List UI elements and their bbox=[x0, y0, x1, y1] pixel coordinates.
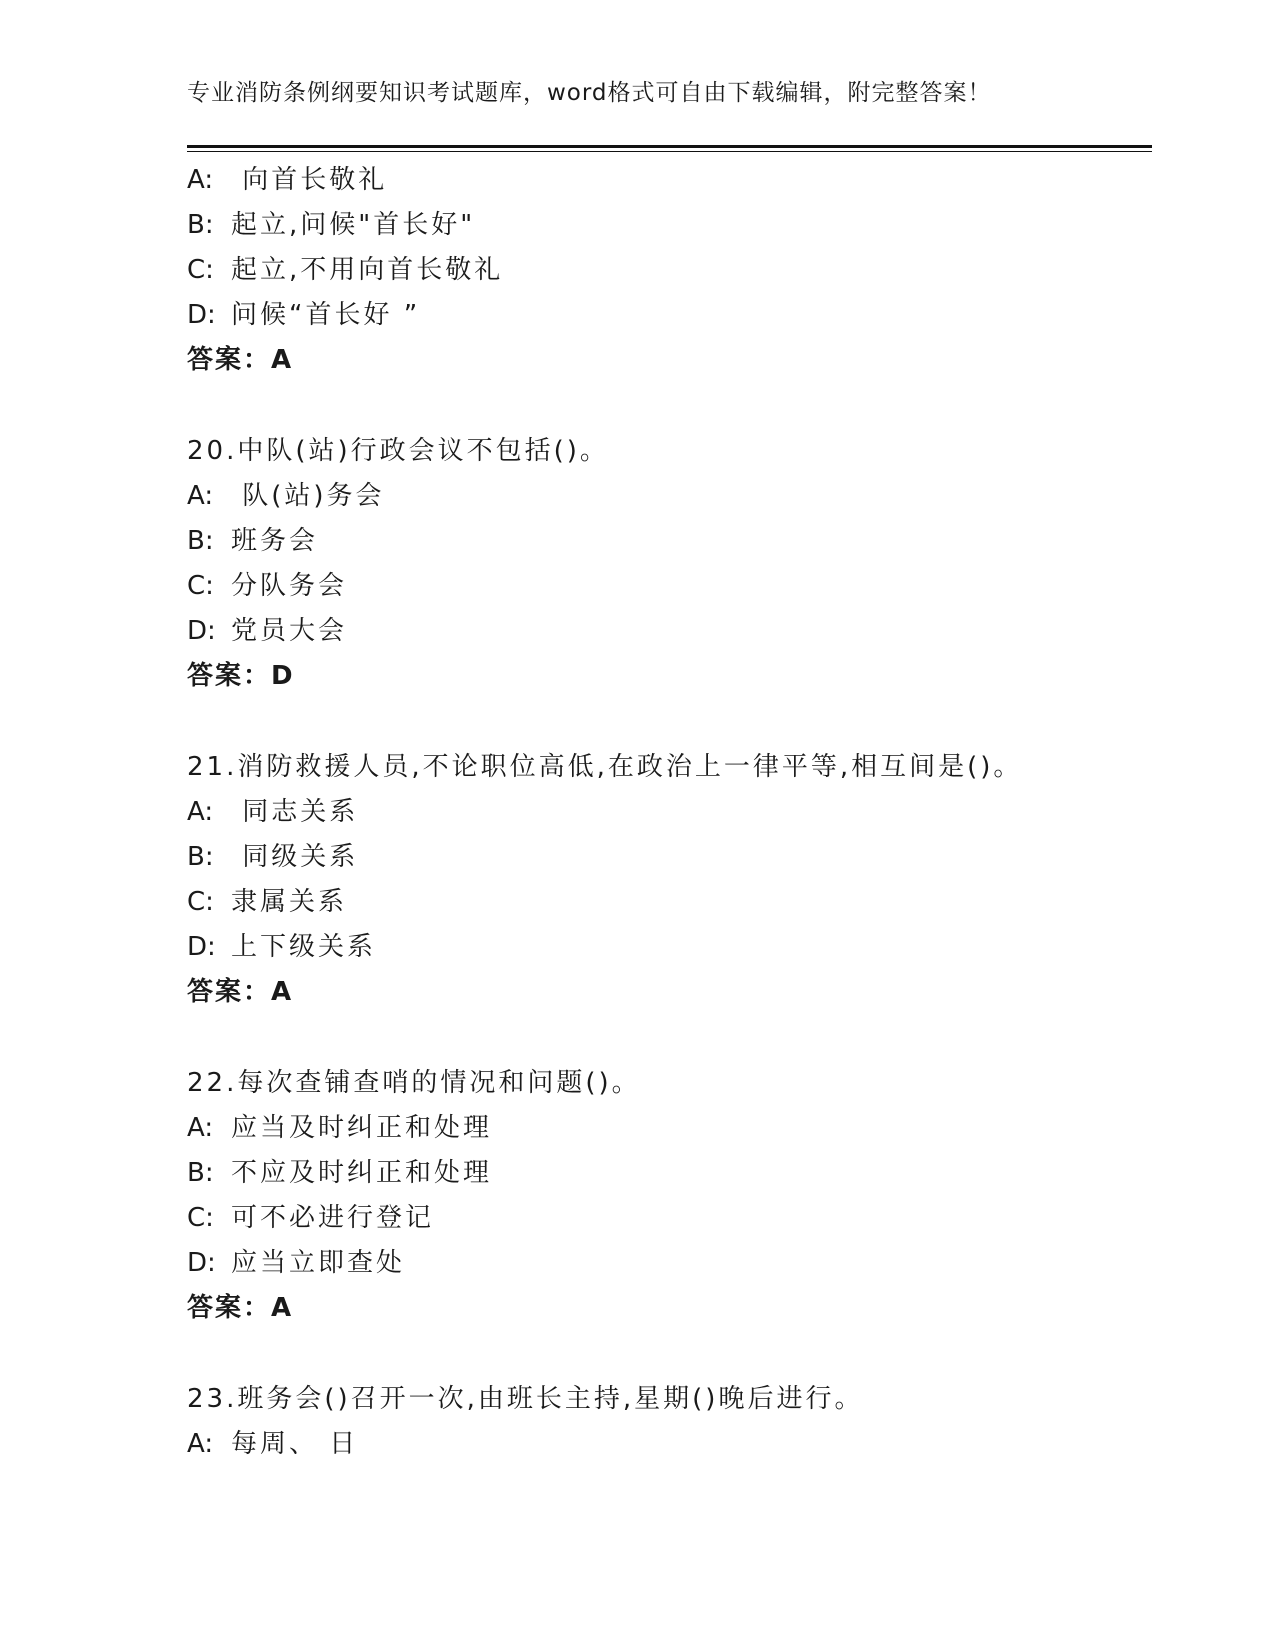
question-stem: 21.消防救援人员,不论职位高低,在政治上一律平等,相互间是()。 bbox=[187, 752, 1023, 782]
answer-line: 答案：A bbox=[187, 345, 294, 375]
option-b: B: 班务会 bbox=[187, 526, 319, 556]
option-d: D: 应当立即查处 bbox=[187, 1248, 406, 1278]
option-a: A: 应当及时纠正和处理 bbox=[187, 1113, 493, 1143]
question-20 bbox=[187, 429, 1147, 699]
header-divider bbox=[187, 145, 1152, 152]
answer-line: 答案：D bbox=[187, 661, 295, 691]
page-header: 专业消防条例纲要知识考试题库，word格式可自由下载编辑，附完整答案！ bbox=[187, 80, 992, 106]
option-c: C: 可不必进行登记 bbox=[187, 1203, 435, 1233]
option-a: A: 队(站)务会 bbox=[187, 481, 385, 511]
option-d: D: 党员大会 bbox=[187, 616, 348, 646]
option-b: B: 不应及时纠正和处理 bbox=[187, 1158, 493, 1188]
option-c: C: 起立,不用向首长敬礼 bbox=[187, 255, 504, 285]
option-b: B: 同级关系 bbox=[187, 842, 359, 872]
option-a: A: 向首长敬礼 bbox=[187, 165, 388, 195]
option-a: A: 每周、 日 bbox=[187, 1429, 359, 1459]
option-d: D: 问候“首长好 ” bbox=[187, 300, 421, 330]
question-stem: 23.班务会()召开一次,由班长主持,星期()晚后进行。 bbox=[187, 1384, 864, 1414]
option-c: C: 隶属关系 bbox=[187, 887, 348, 917]
question-stem: 20.中队(站)行政会议不包括()。 bbox=[187, 436, 609, 466]
option-c: C: 分队务会 bbox=[187, 571, 348, 601]
option-d: D: 上下级关系 bbox=[187, 932, 377, 962]
question-21 bbox=[187, 745, 1147, 1015]
question-stem: 22.每次查铺查哨的情况和问题()。 bbox=[187, 1068, 641, 1098]
option-b: B: 起立,问候"首长好" bbox=[187, 210, 476, 240]
question-22 bbox=[187, 1061, 1147, 1331]
question-23 bbox=[187, 1377, 1147, 1467]
question-content bbox=[187, 158, 1147, 1467]
option-a: A: 同志关系 bbox=[187, 797, 359, 827]
answer-line: 答案：A bbox=[187, 1293, 294, 1323]
answer-line: 答案：A bbox=[187, 977, 294, 1007]
prev-question-block bbox=[187, 158, 1147, 383]
